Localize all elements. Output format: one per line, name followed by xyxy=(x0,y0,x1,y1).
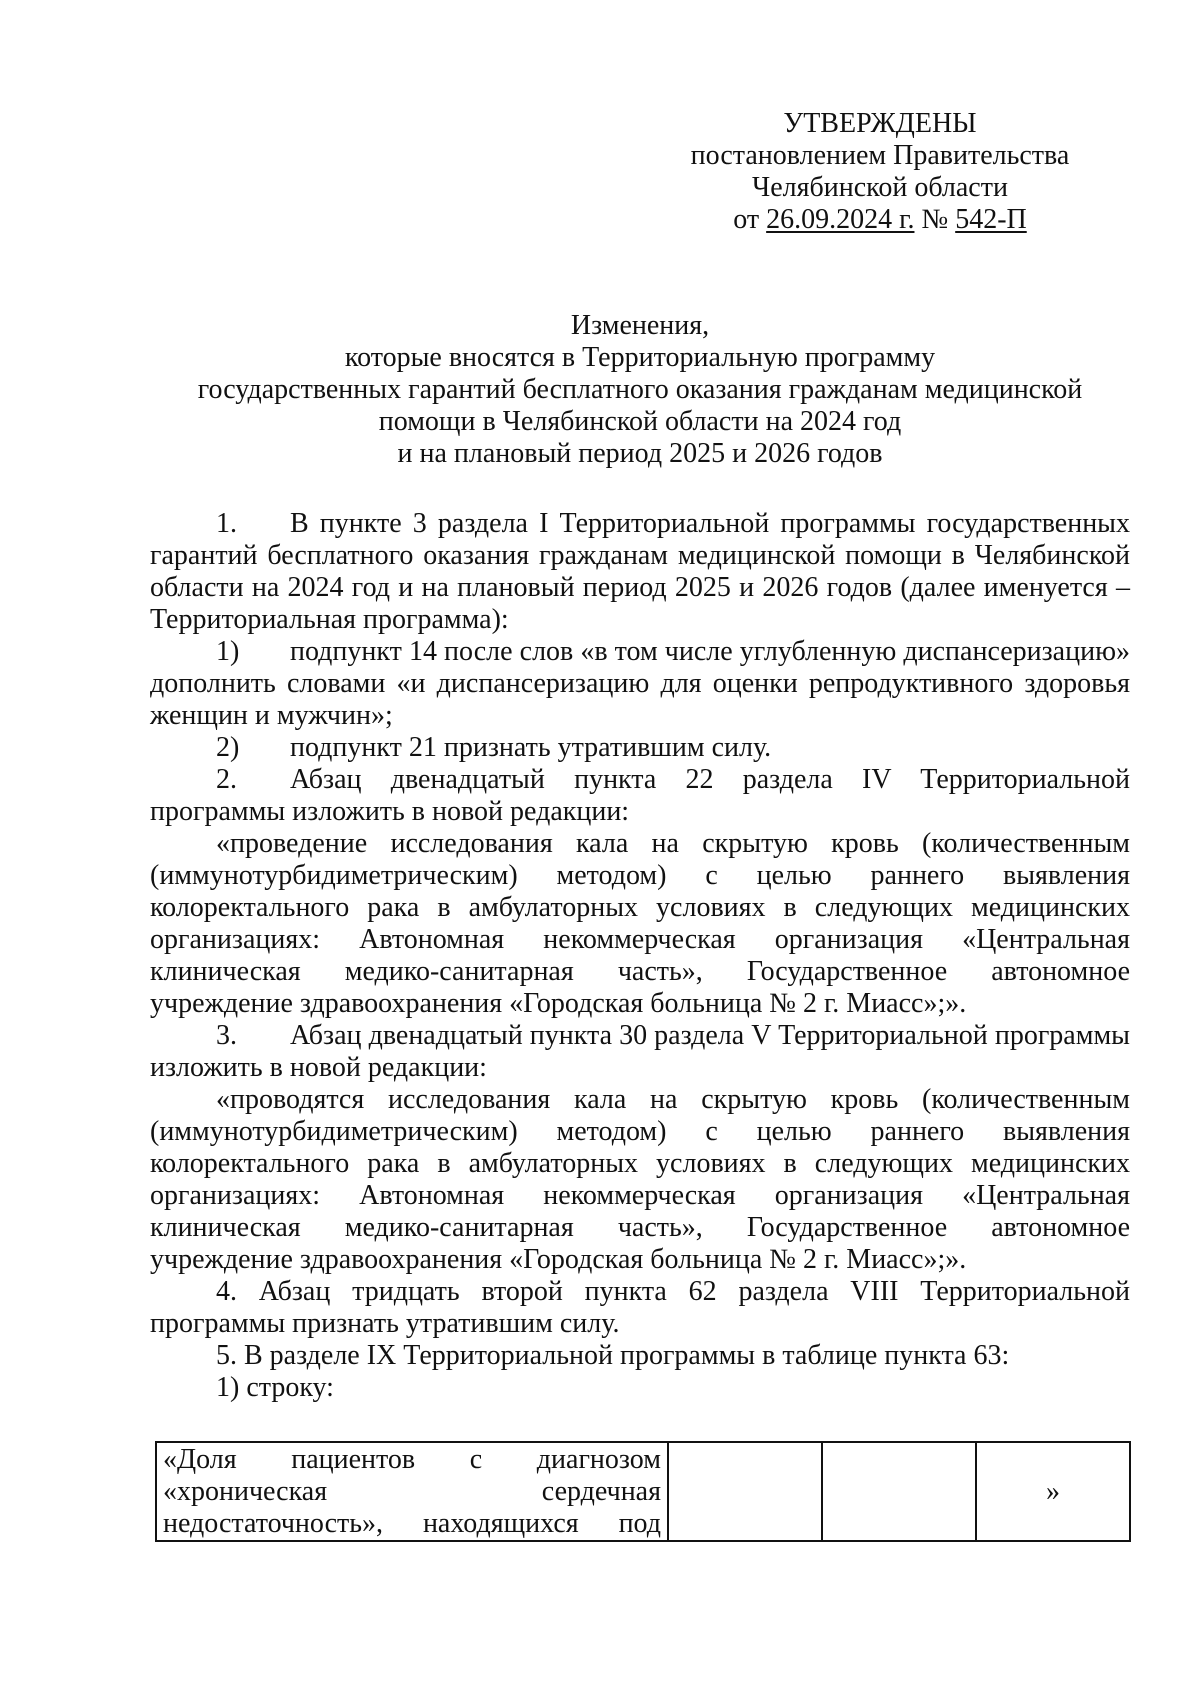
table-cell-closing-quote: » xyxy=(976,1442,1130,1541)
approval-date: 26.09.2024 г. xyxy=(766,204,915,235)
paragraph-2-number: 2. xyxy=(216,764,237,795)
document-title xyxy=(150,310,1130,470)
subitem-1-number: 1) xyxy=(216,636,240,667)
subitem-2-number: 2) xyxy=(216,732,240,763)
paragraph-2-text: Абзац двенадцатый пункта 22 раздела IV Территориальной программы изложить в новой редакции: xyxy=(150,764,1130,827)
approval-region-line: Челябинской области xyxy=(752,172,1008,203)
paragraph-1 xyxy=(150,508,1130,636)
table-cell-3 xyxy=(822,1442,976,1541)
title-line-5: и на плановый период 2025 и 2026 годов xyxy=(397,438,883,469)
approval-block xyxy=(680,108,1080,236)
paragraph-1-text: В пункте 3 раздела I Территориальной программы государственных гарантий бесплатного оказания гражданам медицинской помощи в Челябинской области на 2024 год и на плановый период 2025 и 2026 годов (далее именуется – Территориальная программа): xyxy=(150,508,1130,635)
table-fragment xyxy=(155,1441,1131,1542)
paragraph-3 xyxy=(150,1020,1130,1084)
paragraph-1-subitem-1 xyxy=(150,636,1130,732)
title-line-4: помощи в Челябинской области на 2024 год xyxy=(378,406,902,437)
approval-heading: УТВЕРЖДЕНЫ xyxy=(783,108,977,139)
paragraph-1-subitem-2 xyxy=(150,732,1130,764)
title-line-1: Изменения, xyxy=(570,310,710,341)
document-body xyxy=(150,508,1130,1404)
approval-date-prefix: от xyxy=(733,204,760,235)
approval-date-line xyxy=(680,204,1080,236)
paragraph-5-subitem-1: 1) строку: xyxy=(216,1372,334,1403)
paragraph-3-text: Абзац двенадцатый пункта 30 раздела V Территориальной программы изложить в новой редакции: xyxy=(150,1020,1130,1083)
paragraph-3-quote: «проводятся исследования кала на скрытую кровь (количественным (иммунотурбидиметрическим) методом) с целью раннего выявления колоректального рака в амбулаторных условиях в следующих медицинских организациях: Автономная некоммерческая организация «Центральная клиническая медико-санитарная часть», Государственное автономное учреждение здравоохранения «Городская больница № 2 г. Миасс»;». xyxy=(150,1084,1130,1275)
paragraph-2 xyxy=(150,764,1130,828)
table-cell-indicator: «Доля пациентов с диагнозом «хроническая сердечная недостаточность», находящихся под xyxy=(156,1442,668,1541)
title-line-2: которые вносятся в Территориальную программу xyxy=(344,342,936,373)
approval-resolution-line: постановлением Правительства xyxy=(690,140,1070,171)
paragraph-1-number: 1. xyxy=(216,508,237,539)
paragraph-5: 5. В разделе IX Территориальной программы в таблице пункта 63: xyxy=(216,1340,1010,1371)
subitem-1-text: подпункт 14 после слов «в том числе углубленную диспансеризацию» дополнить словами «и диспансеризацию для оценки репродуктивного здоровья женщин и мужчин»; xyxy=(150,636,1130,731)
paragraph-4: 4. Абзац тридцать второй пункта 62 раздела VIII Территориальной программы признать утратившим силу. xyxy=(150,1276,1130,1339)
paragraph-2-quote: «проведение исследования кала на скрытую кровь (количественным (иммунотурбидиметрическим) методом) с целью раннего выявления колоректального рака в амбулаторных условиях в следующих медицинских организациях: Автономная некоммерческая организация «Центральная клиническая медико-санитарная часть», Государственное автономное учреждение здравоохранения «Городская больница № 2 г. Миасс»;». xyxy=(150,828,1130,1019)
approval-number: 542-П xyxy=(955,204,1027,235)
paragraph-3-number: 3. xyxy=(216,1020,237,1051)
title-line-3: государственных гарантий бесплатного оказания гражданам медицинской xyxy=(197,374,1083,405)
subitem-2-text: подпункт 21 признать утратившим силу. xyxy=(290,732,772,763)
table-row xyxy=(156,1442,1130,1541)
approval-number-sign: № xyxy=(921,204,949,235)
table-cell-2 xyxy=(668,1442,822,1541)
